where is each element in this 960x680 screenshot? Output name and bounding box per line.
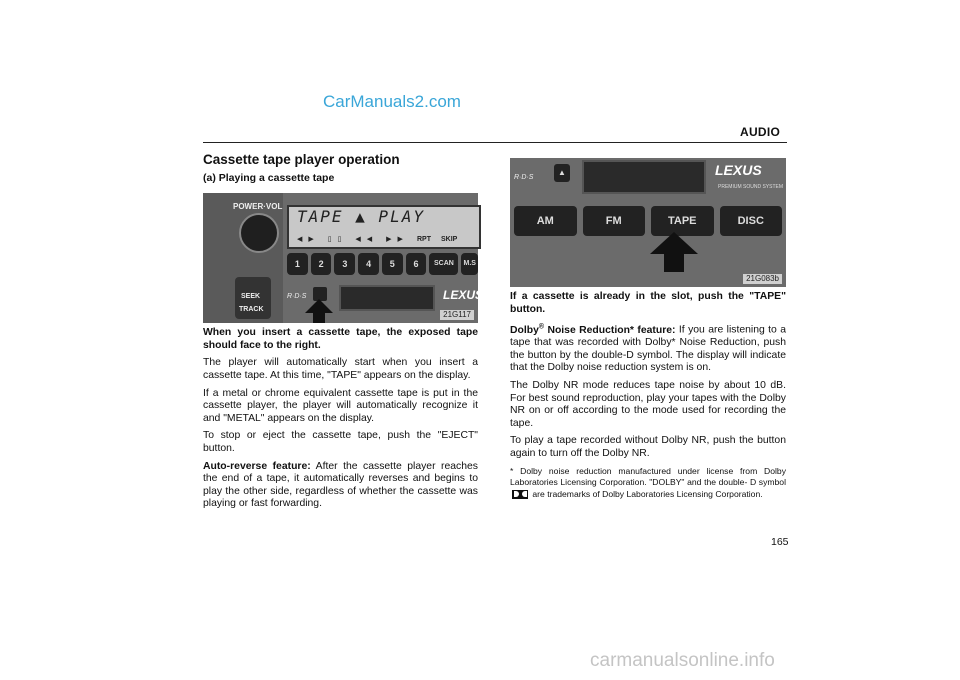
header-rule — [203, 142, 787, 143]
ms-button: M.S — [461, 253, 478, 275]
tape-button: TAPE — [651, 206, 714, 236]
feature-label: Auto-reverse feature: — [203, 460, 311, 472]
page-title: Cassette tape player operation — [203, 152, 400, 167]
paragraph — [203, 461, 478, 511]
feature-label-rest: Noise Reduction* feature: — [544, 324, 676, 336]
preset-button: 3 — [334, 253, 355, 275]
left-column — [203, 152, 484, 516]
fm-button: FM — [583, 206, 646, 236]
page-number: 165 — [771, 536, 789, 548]
preset-button: 5 — [382, 253, 403, 275]
preset-button: 6 — [406, 253, 427, 275]
lexus-subtitle: PREMIUM SOUND SYSTEM — [718, 184, 784, 190]
preset-row — [287, 253, 478, 275]
figure-caption: When you insert a cassette tape, the exposed tape should face to the right. — [203, 327, 478, 351]
lcd-icons: ◀▶ ▯▯ ◀◀ ▶▶ — [297, 236, 409, 244]
right-column — [510, 158, 786, 505]
figure-caption: If a cassette is already in the slot, push the "TAPE" button. — [510, 291, 786, 315]
rpt-label: RPT — [417, 236, 431, 244]
track-label: TRACK — [239, 306, 264, 314]
rds-label: R·D·S — [514, 174, 534, 181]
pointer-arrow-icon — [650, 232, 698, 272]
lexus-logo: LEXUS — [715, 162, 762, 178]
figure-code: 21G117 — [440, 310, 474, 320]
am-button: AM — [514, 206, 577, 236]
figure-tape-button — [510, 158, 786, 287]
section-heading: AUDIO — [740, 125, 781, 139]
rds-label: R·D·S — [287, 293, 307, 301]
cassette-slot — [582, 160, 706, 194]
feature-text: If you are listening to a tape that was recorded with Dolby* Noise Reduction, push the button by the double-D symbol. The display will indicate that the Dolby noise reduction system is on. — [510, 324, 787, 374]
seek-label: SEEK — [241, 293, 261, 301]
power-knob — [239, 213, 279, 253]
subsection-title: (a) Playing a cassette tape — [203, 171, 335, 184]
pointer-arrow-icon — [305, 299, 333, 323]
power-label: POWER·VOL — [233, 202, 283, 212]
paragraph: The Dolby NR mode reduces tape noise by about 10 dB. For best sound reproduction, play your tapes with the Dolby NR on or off according to the mode used for recording the tape. — [510, 380, 786, 429]
lcd-text: TAPE ▲ PLAY — [297, 207, 425, 227]
mode-buttons — [514, 206, 782, 236]
feature-text: After the cassette player reaches the end of a tape, it automatically reverses and begins to play the other side, regardless of whether the cassette was playing or fast forwarding. — [203, 460, 479, 510]
footnote-text: * Dolby noise reduction manufactured under license from Dolby Laboratories Licensing Corporation. "DOLBY" and the double- D symbol — [510, 465, 786, 488]
figure-code: 21G083b — [743, 274, 782, 284]
skip-label: SKIP — [441, 236, 458, 244]
watermark-bottom: carmanualsonline.info — [590, 650, 775, 671]
preset-button: 4 — [358, 253, 379, 275]
feature-label — [510, 325, 676, 336]
cassette-slot — [339, 285, 435, 311]
paragraph — [510, 321, 786, 375]
lexus-logo: LEXUS — [443, 288, 484, 303]
footnote — [510, 466, 786, 501]
watermark-top: CarManuals2.com — [323, 92, 461, 111]
lcd-display — [287, 205, 481, 249]
figure-cassette-insert — [203, 193, 484, 323]
preset-button: 1 — [287, 253, 308, 275]
paragraph: To play a tape recorded without Dolby NR, push the button again to turn off the Dolby NR. — [510, 435, 786, 459]
eject-icon: ▲ — [554, 164, 570, 182]
dolby-word: Dolby — [510, 324, 539, 336]
preset-button: 2 — [311, 253, 332, 275]
paragraph: The player will automatically start when you insert a cassette tape. At this time, "TAPE" appears on the display. — [203, 357, 478, 381]
scan-button: SCAN — [429, 253, 458, 275]
disc-button: DISC — [720, 206, 783, 236]
dolby-double-d-icon — [512, 490, 528, 499]
footnote-text: are trademarks of Dolby Laboratories Licensing Corporation. — [530, 488, 763, 499]
paragraph: To stop or eject the cassette tape, push the "EJECT" button. — [203, 430, 478, 454]
registered-mark: ® — [538, 323, 545, 331]
paragraph: If a metal or chrome equivalent cassette tape is put in the cassette player, the player will automatically recognize it and "METAL" appears on the display. — [203, 387, 478, 424]
